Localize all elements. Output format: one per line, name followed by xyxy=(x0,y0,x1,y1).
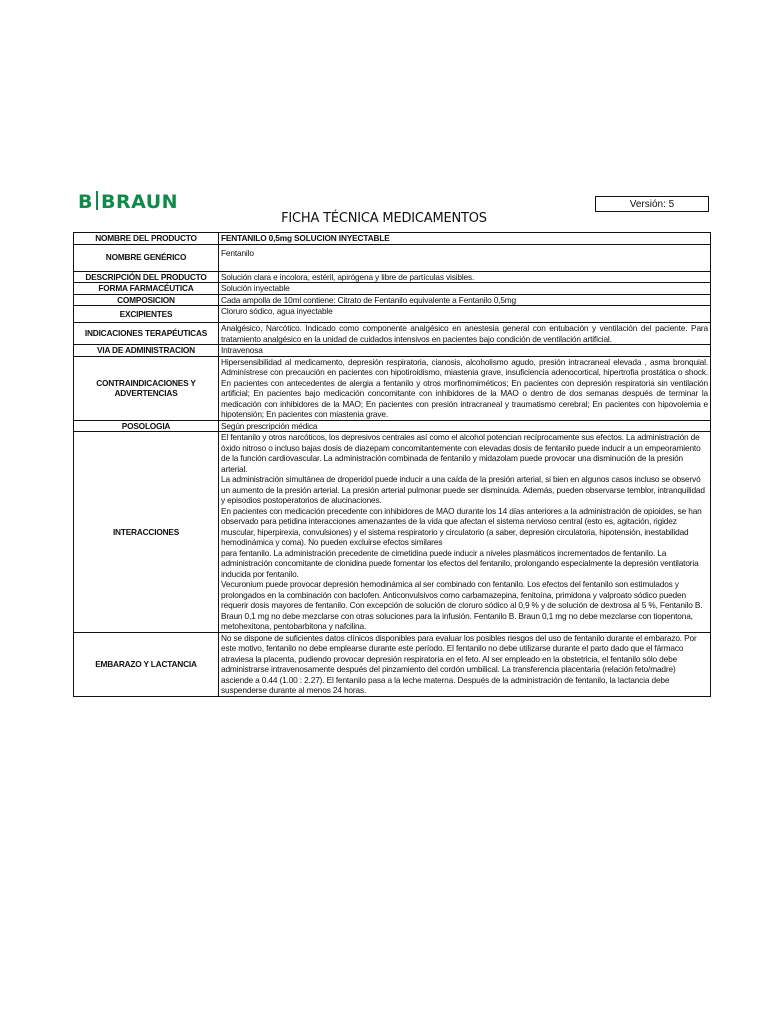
value-nombre-producto: FENTANILO 0,5mg SOLUCION INYECTABLE xyxy=(219,233,711,245)
interacciones-paragraph: Vecuronium puede provocar depresión hemodinámica al ser combinado con fentanilo. Los efectos del fentanilo son estimulados y prolongados en la combinación con baclofen. Anticonvulsivos como carbamazepina, fenitoína, primidona y valproato sódico pueden requerir dosis mayores de fentanilo. Con excepción de solución de cloruro sódico al 0,9 % y de solución de dextrosa al 5 %, Fentanilo B. Braun 0,1 mg no debe mezclarse con otras soluciones para la infusión. Fentanilo B. Braun 0,1 mg no debe mezclarse con tiopentona, metohexitona, pentobarbitona y nafcilina. xyxy=(221,579,703,631)
interacciones-paragraph: En pacientes con medicación precedente con inhibidores de MAO durante los 14 días anteriores a la administración de opioides, se han observado para petidina interacciones amenazantes de la vida que afectan el sistema nervioso central (esto es, agitación, rigidez muscular, hiperpirexia, convulsiones) y el sistema respiratorio y circulatorio (a saber, depresión circulatoria, hipotensión, inestabilidad hemodinámica y coma). No pueden excluirse efectos similares xyxy=(221,505,702,547)
row-nombre-generico xyxy=(74,244,711,271)
value-nombre-generico: Fentanilo xyxy=(219,244,711,271)
page-title: FICHA TÉCNICA MEDICAMENTOS xyxy=(281,211,487,226)
interacciones-paragraph: La administración simultánea de droperidol puede inducir a una caída de la presión arterial, si bien en algunos casos incluso se observó un aumento de la presión arterial. La presión arterial pulmonar puede ser disminuida. Además, pueden observarse temblor, intranquilidad y episodios postoperatorios de alucinaciones. xyxy=(221,474,705,505)
product-sheet-table xyxy=(73,232,711,697)
label-composicion: COMPOSICION xyxy=(74,294,219,306)
row-embarazo xyxy=(74,632,711,696)
logo-letter: B xyxy=(78,191,93,213)
label-nombre-producto: NOMBRE DEL PRODUCTO xyxy=(74,233,219,245)
row-nombre-producto xyxy=(74,233,711,245)
label-descripcion: DESCRIPCIÓN DEL PRODUCTO xyxy=(74,271,219,283)
value-excipientes: Cloruro sódico, agua inyectable xyxy=(219,306,711,323)
label-posologia: POSOLOGIA xyxy=(74,420,219,432)
value-via: Intravenosa xyxy=(219,345,711,357)
row-via xyxy=(74,345,711,357)
label-nombre-generico: NOMBRE GENÉRICO xyxy=(74,244,219,271)
row-descripcion xyxy=(74,271,711,283)
label-contraindicaciones xyxy=(74,356,219,420)
row-excipientes xyxy=(74,306,711,323)
row-forma xyxy=(74,283,711,295)
label-via: VIA DE ADMINISTRACION xyxy=(74,345,219,357)
label-contraindicaciones-line1: CONTRAINDICACIONES Y xyxy=(96,377,196,388)
interacciones-paragraph: El fentanilo y otros narcóticos, los depresivos centrales así como el alcohol potencian recíprocamente sus efectos. La administración de óxido nitroso o incluso bajas dosis de diazepam concomitantemente con elevadas dosis de fentanilo puede inducir a un empeoramiento de la función cardiovascular. La administración combinada de fentanilo y midazolam puede provocar una disminución de la presión arterial. xyxy=(221,432,701,474)
value-embarazo: No se dispone de suficientes datos clínicos disponibles para evaluar los posibles riesgos del uso de fentanilo durante el embarazo. Por este motivo, fentanilo no debe emplearse durante este período. El fentanilo no debe utilizarse durante el parto dado que el fármaco atraviesa la placenta, pudiendo provocar depresión respiratoria en el feto. Al ser empleado en la obstetricia, el fentanilo sólo debe administrarse intravenosamente después del pinzamiento del cordón umbilical. La transferencia placentaria (relación feto/madre) asciende a 0.44 (1.00 : 2.27). El fentanilo pasa a la leche materna. Después de la administración de fentanilo, la lactancia debe suspenderse durante al menos 24 horas. xyxy=(219,632,711,696)
label-interacciones: INTERACCIONES xyxy=(74,432,219,633)
row-posologia xyxy=(74,420,711,432)
value-contraindicaciones: Hipersensibilidad al medicamento, depresión respiratoria, cianosis, alcoholismo agudo, presión intracraneal elevada , asma bronquial. Adminístrese con precaución en pacientes con hipotiroidismo, miastenia grave, insuficiencia adenocortical, hipertrofia prostática o shock. En pacientes con antecedentes de alergia a fentanilo y otros morfinomiméticos; En pacientes con depresión respiratoria sin ventilación artificial; En pacientes bajo medicación concomitante con inhibidores de la MAO o dentro de dos semanas después de terminar la medicación con inhibidores de la MAO; En pacientes con presión intracraneal y traumatismo cerebral; En pacientes con hipovolemia e hipotensión; En pacientes con miastenia grave. xyxy=(219,356,711,420)
interacciones-paragraph: para fentanilo. La administración precedente de cimetidina puede inducir a niveles plasmáticos incrementados de fentanilo. La administración concomitante de clonidina puede fomentar los efectos del fentanilo, prolongando especialmente la depresión ventilatoria inducida por fentanilo. xyxy=(221,547,699,579)
value-descripcion: Solución clara e incolora, estéril, apirógena y libre de partículas visibles. xyxy=(219,271,711,283)
value-indicaciones: Analgésico, Narcótico. Indicado como componente analgésico en anestesia general con entubación y ventilación del paciente. Para tratamiento analgésico en la unidad de cuidados intensivos en pacientes bajo condición de ventilación artificial. xyxy=(219,323,711,345)
label-indicaciones: INDICACIONES TERAPÉUTICAS xyxy=(74,323,219,345)
logo-wordmark: BRAUN xyxy=(100,191,179,213)
row-indicaciones xyxy=(74,323,711,345)
label-forma: FORMA FARMACÉUTICA xyxy=(74,283,219,295)
label-contraindicaciones-line2: ADVERTENCIAS xyxy=(114,388,178,398)
row-composicion xyxy=(74,294,711,306)
value-composicion: Cada ampolla de 10ml contiene: Citrato de Fentanilo equivalente a Fentanilo 0,5mg xyxy=(219,294,711,306)
label-excipientes: EXCIPIENTES xyxy=(74,306,219,323)
row-contraindicaciones xyxy=(74,356,711,420)
value-posologia: Según prescripción médica xyxy=(219,420,711,432)
label-embarazo: EMBARAZO Y LACTANCIA xyxy=(74,632,219,696)
row-interacciones xyxy=(74,432,711,633)
value-forma: Solución inyectable xyxy=(219,283,711,295)
version-box: Versión: 5 xyxy=(595,196,709,212)
logo-divider xyxy=(96,191,98,210)
value-interacciones xyxy=(219,432,711,633)
